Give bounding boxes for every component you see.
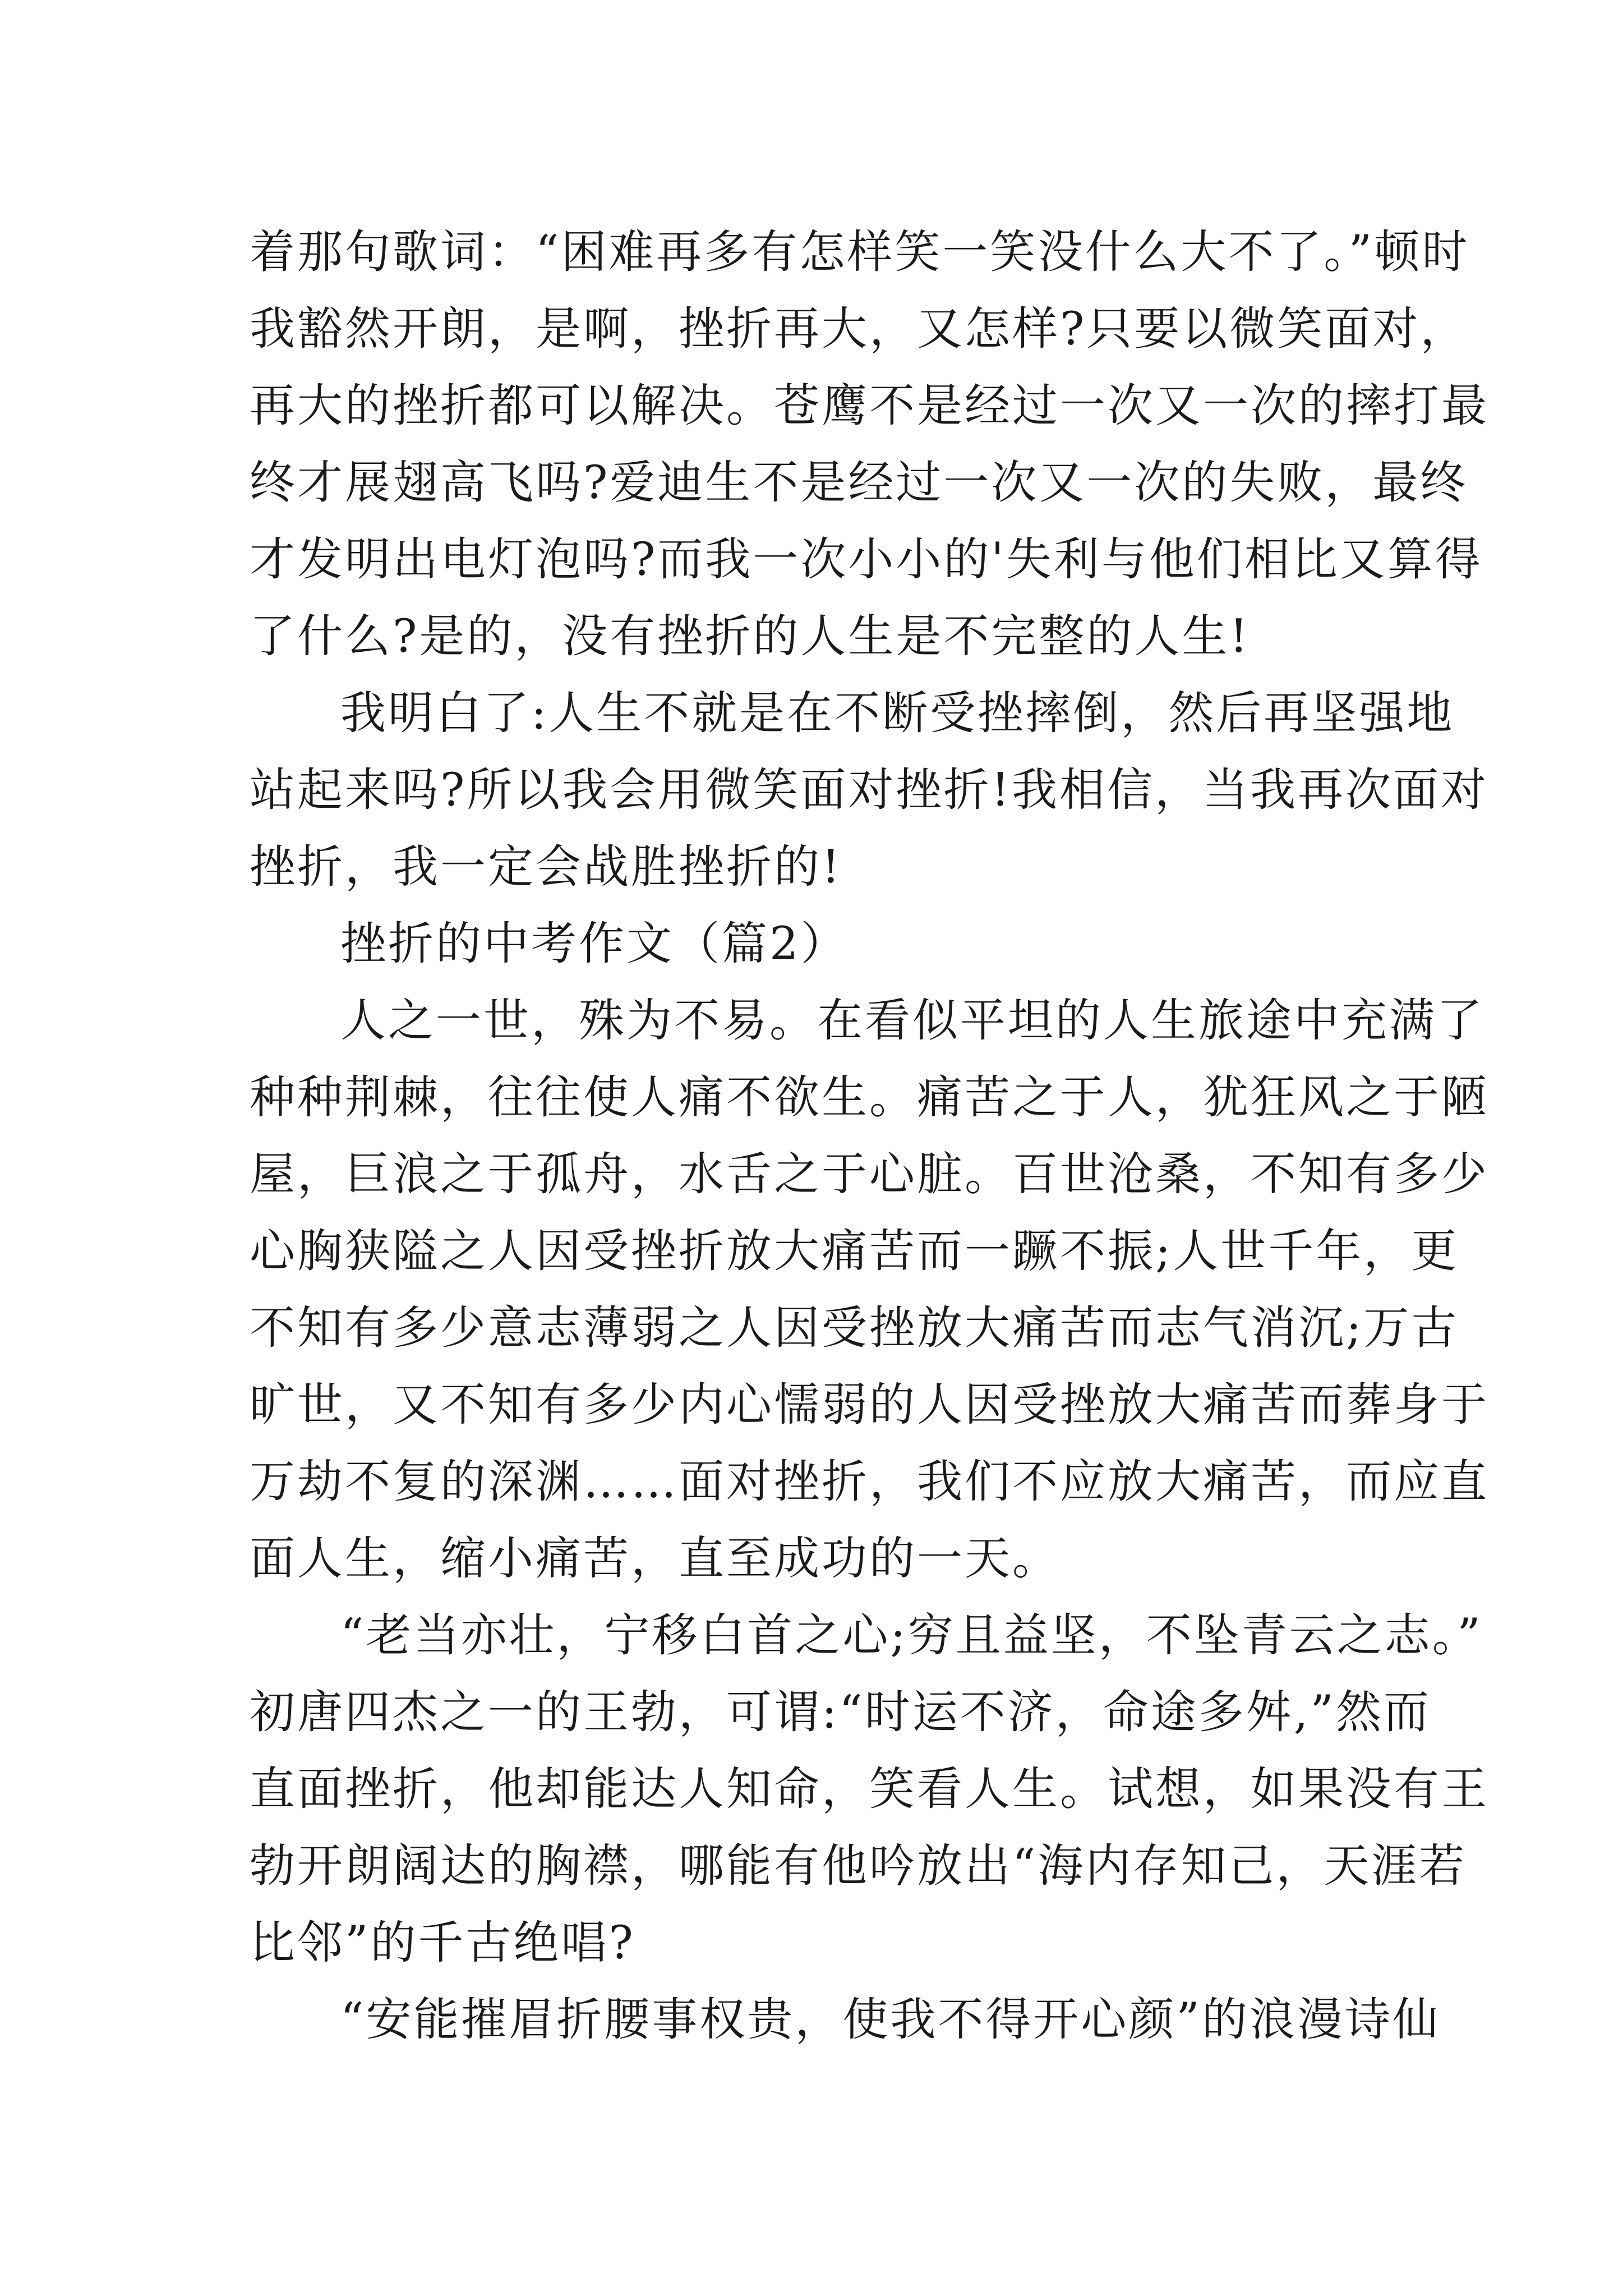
- text-line-4: 终才展翅高飞吗?爱迪生不是经过一次又一次的失败，最终: [250, 457, 1468, 509]
- text-line-11: 人之一世，殊为不易。在看似平坦的人生旅途中充满了: [340, 995, 1485, 1047]
- text-line-12: 种种荆棘，往往使人痛不欲生。痛苦之于人，犹狂风之于陋: [250, 1071, 1490, 1124]
- text-line-3: 再大的挫折都可以解决。苍鹰不是经过一次又一次的摔打最: [250, 380, 1490, 432]
- text-line-7: 我明白了:人生不就是在不断受挫摔倒，然后再坚强地: [340, 687, 1455, 740]
- text-line-13: 屋，巨浪之于孤舟，水舌之于心脏。百世沧桑，不知有多少: [250, 1148, 1490, 1201]
- text-line-15: 不知有多少意志薄弱之人因受挫放大痛苦而志气消沉;万古: [250, 1302, 1459, 1355]
- text-line-14: 心胸狭隘之人因受挫折放大痛苦而一蹶不振;人世千年，更: [250, 1225, 1459, 1278]
- text-line-8: 站起来吗?所以我会用微笑面对挫折!我相信，当我再次面对: [250, 764, 1488, 817]
- text-line-2: 我豁然开朗，是啊，挫折再大，又怎样?只要以微笑面对，: [250, 303, 1468, 356]
- essay-text: [250, 214, 1490, 2059]
- section-heading: 挫折的中考作文（篇2）: [340, 918, 849, 970]
- text-line-19: “老当亦壮，宁移白首之心;穷且益坚，不坠青云之志。”: [340, 1609, 1483, 1662]
- text-line-5: 才发明出电灯泡吗?而我一次小小的'失利与他们相比又算得: [250, 533, 1483, 586]
- text-line-9: 挫折，我一定会战胜挫折的!: [250, 841, 842, 894]
- text-line-20: 初唐四杰之一的王勃，可谓:“时运不济，命途多舛,”然而: [250, 1686, 1431, 1739]
- text-line-21: 直面挫折，他却能达人知命，笑看人生。试想，如果没有王: [250, 1763, 1490, 1816]
- text-line-1: 着那句歌词：“困难再多有怎样笑一笑没什么大不了。”顿时: [250, 226, 1470, 279]
- text-line-23: 比邻”的千古绝唱?: [250, 1917, 635, 1970]
- text-line-24: “安能摧眉折腰事权贵，使我不得开心颜”的浪漫诗仙: [340, 1994, 1440, 2046]
- text-line-16: 旷世，又不知有多少内心懦弱的人因受挫放大痛苦而葬身于: [250, 1379, 1490, 1432]
- text-line-22: 勃开朗阔达的胸襟，哪能有他吟放出“海内存知己，天涯若: [250, 1840, 1467, 1893]
- text-line-18: 面人生，缩小痛苦，直至成功的一天。: [250, 1533, 1061, 1585]
- text-line-6: 了什么?是的，没有挫折的人生是不完整的人生!: [250, 610, 1250, 663]
- text-line-17: 万劫不复的深渊……面对挫折，我们不应放大痛苦，而应直: [250, 1456, 1490, 1508]
